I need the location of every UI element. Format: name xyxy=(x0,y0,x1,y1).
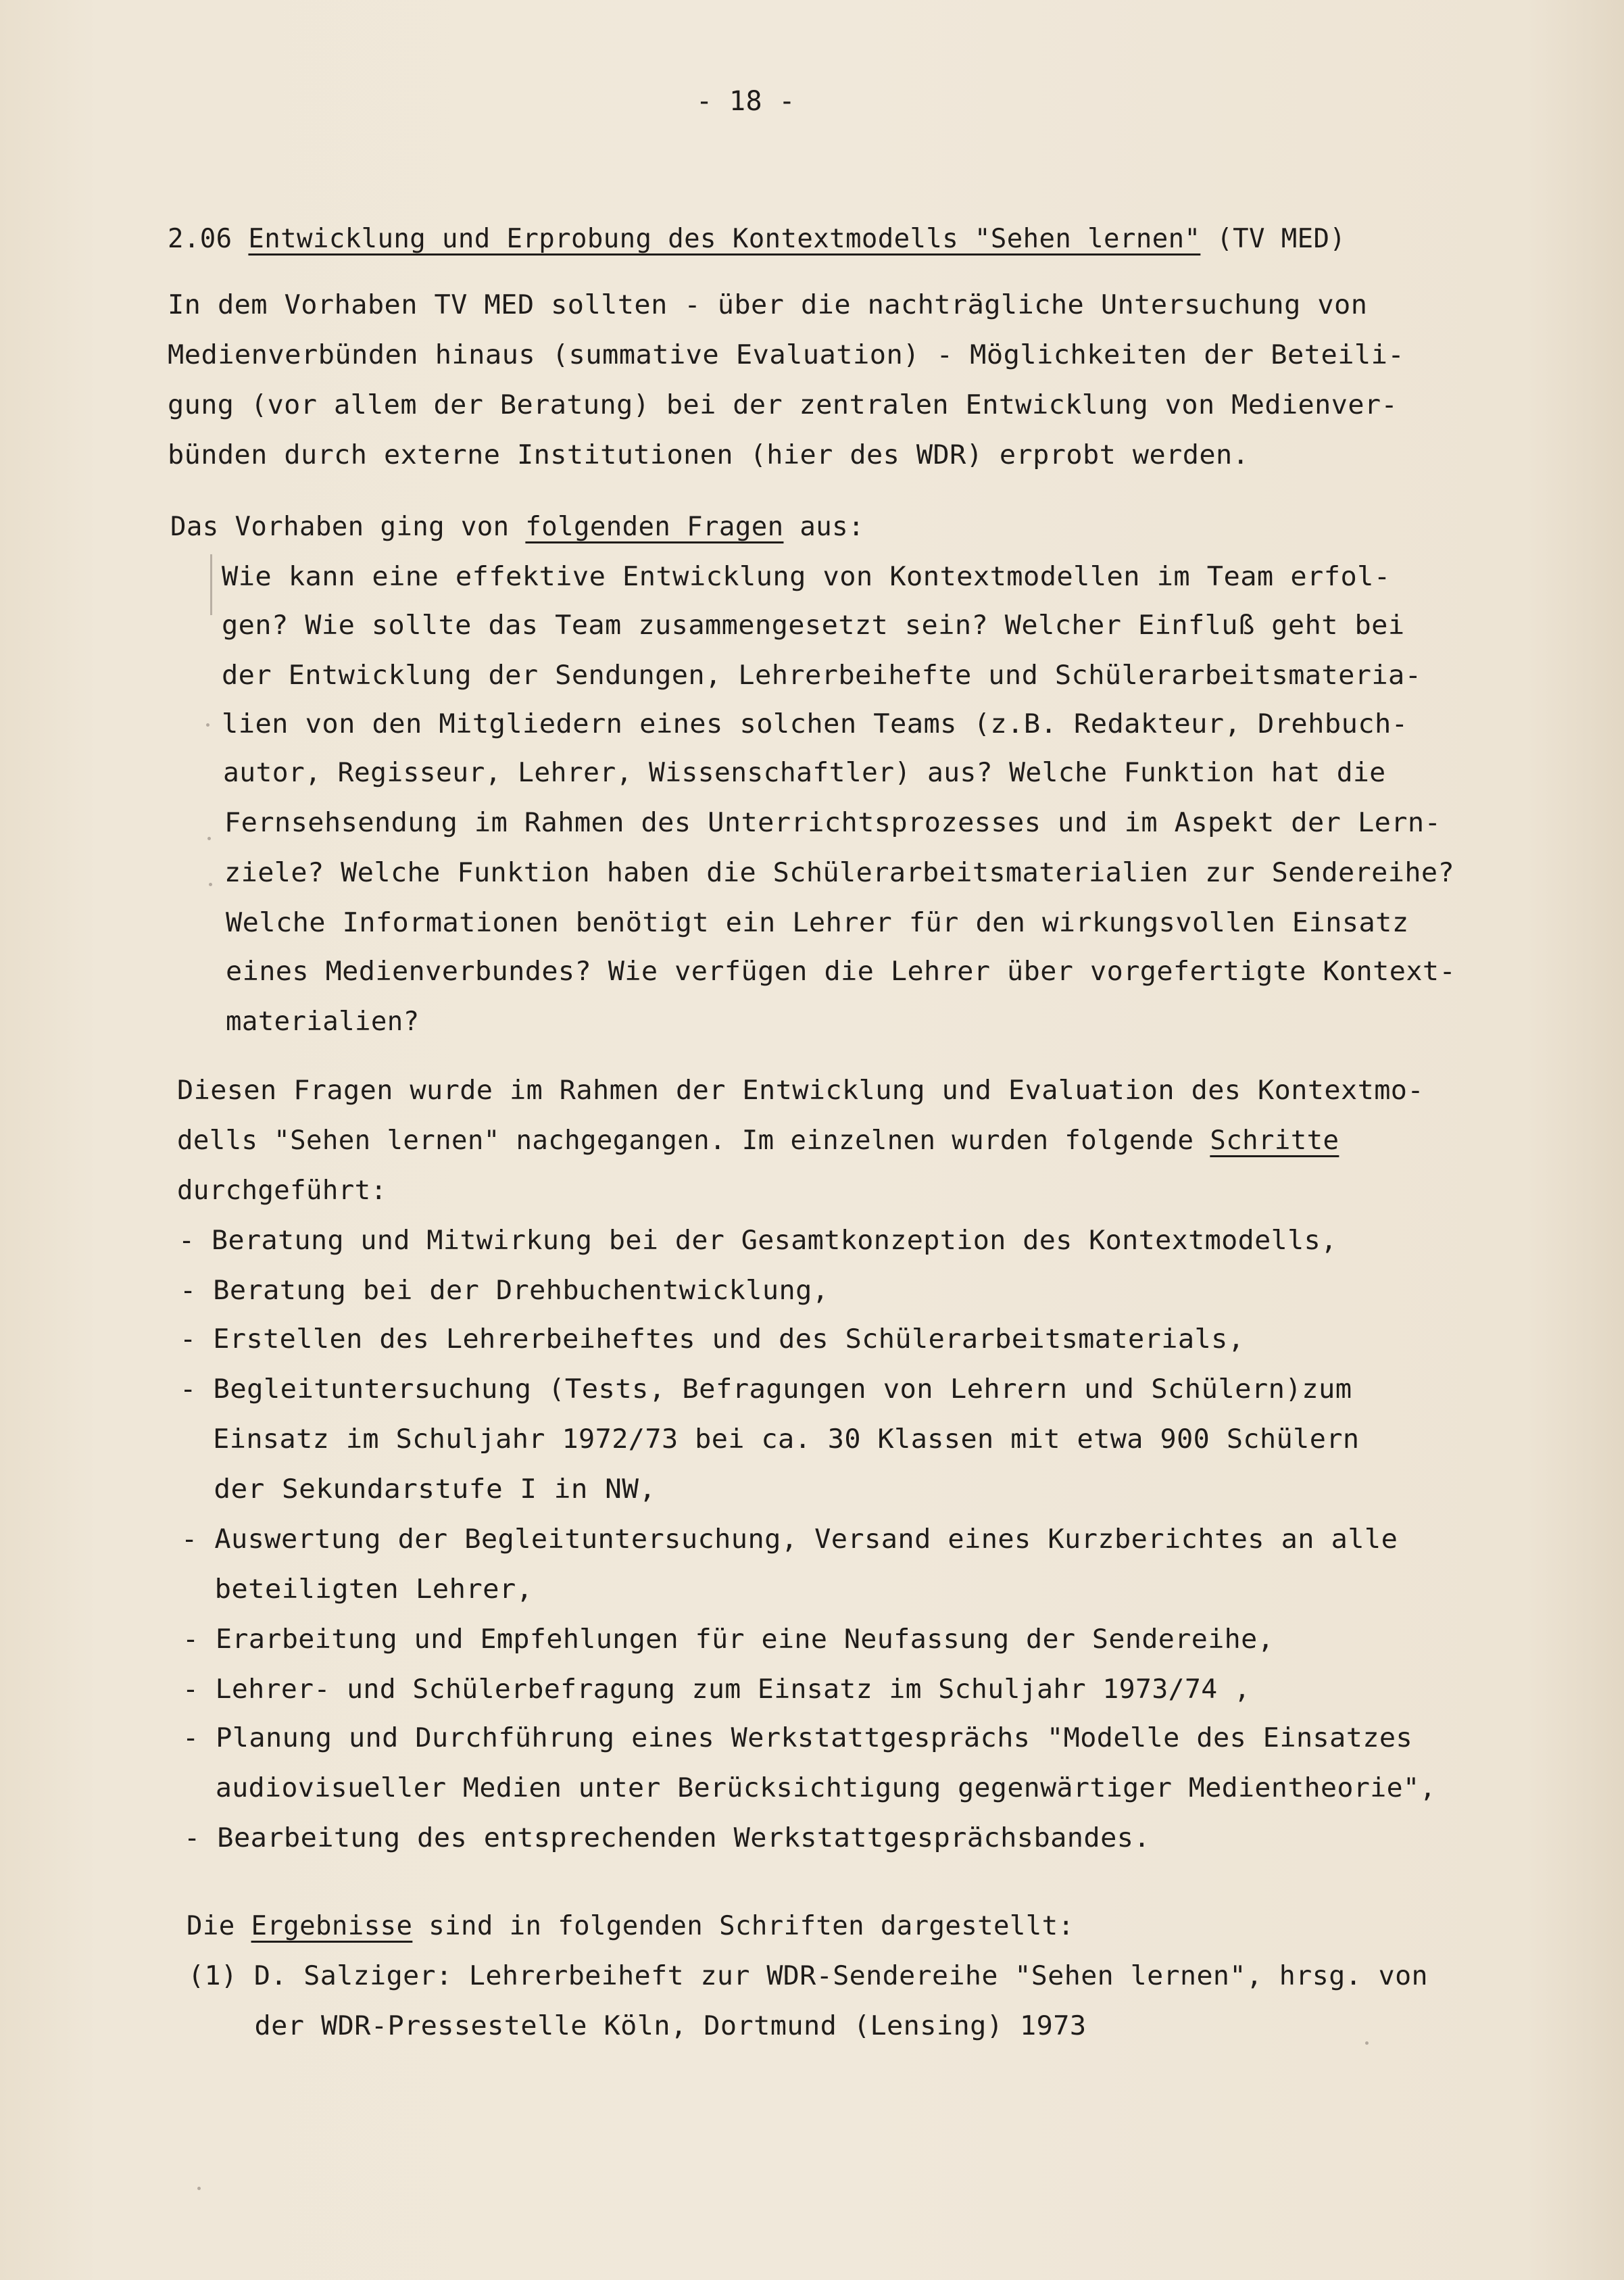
step-item: - Begleituntersuchung (Tests, Befragungen von Lehrern und Schülern)zum xyxy=(180,1374,1352,1405)
step-item: - Erarbeitung und Empfehlungen für eine Neufassung der Sendereihe, xyxy=(182,1624,1275,1655)
question-line: Fernsehsendung im Rahmen des Unterrichtsprozesses und im Aspekt der Lern- xyxy=(224,808,1442,838)
results-underlined: Ergebnisse xyxy=(251,1911,413,1941)
question-line: Wie kann eine effektive Entwicklung von Kontextmodellen im Team erfol- xyxy=(222,562,1391,592)
reference-item: der WDR-Pressestelle Köln, Dortmund (Lensing) 1973 xyxy=(188,2011,1087,2041)
margin-dot xyxy=(206,723,210,727)
section-number: 2.06 xyxy=(168,224,232,254)
results-suffix: sind in folgenden Schriften dargestellt: xyxy=(412,1911,1075,1941)
paragraph-line xyxy=(177,1125,1339,1157)
question-line: autor, Regisseur, Lehrer, Wissenschaftler) aus? Welche Funktion hat die xyxy=(223,758,1386,788)
step-item: Einsatz im Schuljahr 1972/73 bei ca. 30 Klassen mit etwa 900 Schülern xyxy=(180,1424,1360,1455)
step-item: - Beratung und Mitwirkung bei der Gesamtkonzeption des Kontextmodells, xyxy=(178,1226,1337,1256)
question-line: Welche Informationen benötigt ein Lehrer für den wirkungsvollen Einsatz xyxy=(226,908,1409,938)
paragraph-line: bünden durch externe Institutionen (hier des WDR) erprobt werden. xyxy=(168,440,1250,470)
results-text: Die xyxy=(187,1911,251,1941)
step-item: - Planung und Durchführung eines Werkstattgesprächs "Modelle des Einsatzes xyxy=(182,1723,1413,1753)
margin-dot xyxy=(197,2187,201,2190)
margin-dot xyxy=(207,837,211,840)
question-line: lien von den Mitgliedern eines solchen Teams (z.B. Redakteur, Drehbuch- xyxy=(222,709,1408,739)
margin-dot xyxy=(1365,2041,1369,2045)
question-line: ziele? Welche Funktion haben die Schülerarbeitsmaterialien zur Sendereihe? xyxy=(224,858,1455,888)
questions-intro-suffix: aus: xyxy=(783,512,864,542)
questions-intro-text: Das Vorhaben ging von xyxy=(170,512,526,542)
paragraph-line: Medienverbünden hinaus (summative Evaluation) - Möglichkeiten der Beteili- xyxy=(168,340,1405,370)
question-line: der Entwicklung der Sendungen, Lehrerbeihefte und Schülerarbeitsmateria- xyxy=(222,660,1422,691)
paragraph-line: In dem Vorhaben TV MED sollten - über die nachträgliche Untersuchung von xyxy=(168,290,1368,320)
question-line: materialien? xyxy=(226,1006,420,1037)
margin-line xyxy=(210,554,212,615)
steps-underlined: Schritte xyxy=(1210,1125,1339,1156)
section-title: Entwicklung und Erprobung des Kontextmodells "Sehen lernen" xyxy=(248,224,1201,254)
step-item: beteiligten Lehrer, xyxy=(181,1574,533,1605)
step-item: - Beratung bei der Drehbuchentwicklung, xyxy=(180,1276,829,1306)
step-item: der Sekundarstufe I in NW, xyxy=(180,1474,656,1505)
question-line: gen? Wie sollte das Team zusammengesetzt sein? Welcher Einfluß geht bei xyxy=(222,610,1405,641)
question-line: eines Medienverbundes? Wie verfügen die Lehrer über vorgefertigte Kontext- xyxy=(226,956,1456,987)
page-number: - 18 - xyxy=(696,86,795,117)
paragraph-text: dells "Sehen lernen" nachgegangen. Im einzelnen wurden folgende xyxy=(177,1125,1210,1156)
questions-intro xyxy=(170,511,864,543)
step-item: - Auswertung der Begleituntersuchung, Versand eines Kurzberichtes an alle xyxy=(181,1524,1398,1555)
step-item: - Bearbeitung des entsprechenden Werkstattgesprächsbandes. xyxy=(184,1823,1151,1853)
step-item: audiovisueller Medien unter Berücksichtigung gegenwärtiger Medientheorie", xyxy=(182,1773,1436,1803)
section-heading xyxy=(168,223,1346,256)
paragraph-line: Diesen Fragen wurde im Rahmen der Entwicklung und Evaluation des Kontextmo- xyxy=(177,1075,1424,1106)
results-intro xyxy=(187,1910,1074,1943)
reference-item: (1) D. Salziger: Lehrerbeiheft zur WDR-Sendereihe "Sehen lernen", hrsg. von xyxy=(188,1961,1428,1991)
paragraph-line: gung (vor allem der Beratung) bei der zentralen Entwicklung von Medienver- xyxy=(168,390,1398,420)
paragraph-line: durchgeführt: xyxy=(177,1175,387,1206)
questions-intro-underlined: folgenden Fragen xyxy=(525,512,784,542)
step-item: - Lehrer- und Schülerbefragung zum Einsatz im Schuljahr 1973/74 , xyxy=(182,1674,1251,1705)
section-suffix: (TV MED) xyxy=(1216,224,1346,254)
step-item: - Erstellen des Lehrerbeiheftes und des Schülerarbeitsmaterials, xyxy=(180,1324,1245,1355)
margin-dot xyxy=(209,883,212,886)
